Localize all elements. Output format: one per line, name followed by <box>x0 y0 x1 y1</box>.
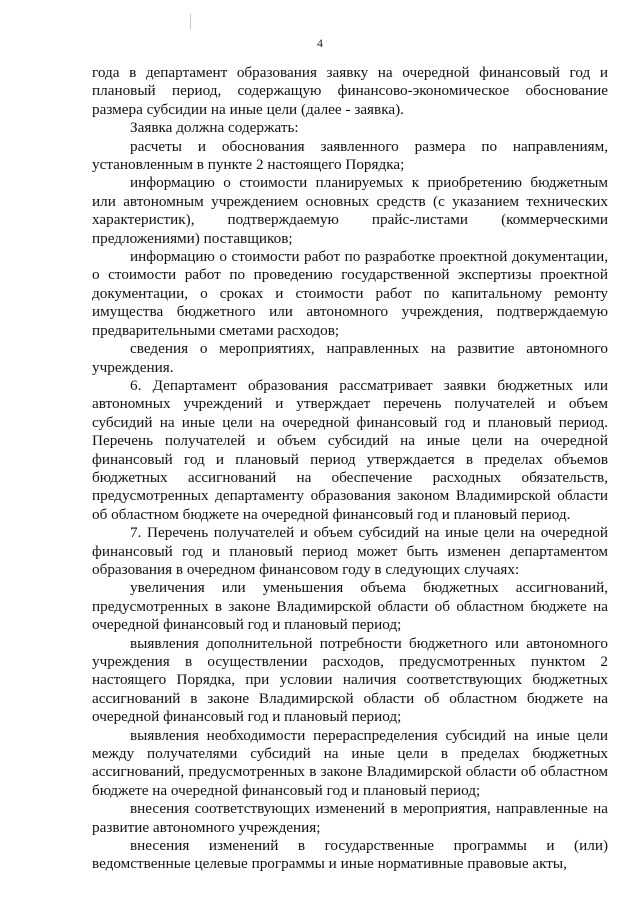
paragraph-fixed-assets-cost: информацию о стоимости планируемых к приобретению бюджетным или автономным учреждением основных средств (с указанием технических характеристик), подтверждаемую прайс-листами (коммерческими предложениями) поставщиков; <box>92 174 608 247</box>
paragraph-additional-need: выявления дополнительной потребности бюджетного или автономного учреждения в осуществлении расходов, предусмотренных пунктом 2 настоящего Порядка, при условии наличия соответствующих бюджетных ассигнований в законе Владимирской области об областном бюджете на очередной финансовый год и плановый период; <box>92 634 608 726</box>
paragraph-continuation: года в департамент образования заявку на очередной финансовый год и плановый период, содержащую финансово-экономическое обоснование размера субсидии на иные цели (далее - заявка). <box>92 64 608 118</box>
page-number: 4 <box>317 36 323 50</box>
paragraph-development-measures: сведения о мероприятиях, направленных на развитие автономного учреждения. <box>92 340 608 376</box>
paragraph-item-7: 7. Перечень получателей и объем субсидий на иные цели на очередной финансовый год и плановый период может быть изменен департаментом образования в очередном финансовом году в следующих случаях: <box>92 524 608 578</box>
paragraph-item-6: 6. Департамент образования рассматривает заявки бюджетных или автономных учреждений и утверждает перечень получателей и объем субсидий на иные цели на очередной финансовый год и плановый период. Перечень получателей и объем субсидий на иные цели на очередной финансовый год и плановый период утверждается в пределах объемов бюджетных ассигнований на обеспечение расходных обязательств, предусмотренных департаменту образования законом Владимирской области об областном бюджете на очередной финансовый год и плановый период. <box>92 376 608 523</box>
paragraph-calculations: расчеты и обоснования заявленного размера по направлениям, установленным в пункте 2 настоящего Порядка; <box>92 137 608 174</box>
paragraph-project-works-cost: информацию о стоимости работ по разработке проектной документации, о стоимости работ по проведению государственной экспертизы проектной документации, о сроках и стоимости работ по капитальному ремонту имущества бюджетного или автономного учреждения, подтверждаемую предварительными сметами расходов; <box>92 248 608 339</box>
document-body <box>92 64 608 874</box>
paragraph-redistribution: выявления необходимости перераспределения субсидий на иные цели между получателями субсидий на иные цели в пределах бюджетных ассигнований, предусмотренных в законе Владимирской области об областном бюджете на очередной финансовый год и плановый период; <box>92 726 608 799</box>
paragraph-budget-change: увеличения или уменьшения объема бюджетных ассигнований, предусмотренных в законе Владимирской области об областном бюджете на очередной финансовый год и плановый период; <box>92 579 608 634</box>
scan-artifact-mark <box>190 14 191 30</box>
paragraph-measures-changes: внесения соответствующих изменений в мероприятия, направленные на развитие автономного учреждения; <box>92 800 608 836</box>
paragraph-application-contents-intro: Заявка должна содержать: <box>130 119 299 137</box>
paragraph-program-changes: внесения изменений в государственные программы и (или) ведомственные целевые программы и иные нормативные правовые акты, <box>92 837 608 873</box>
